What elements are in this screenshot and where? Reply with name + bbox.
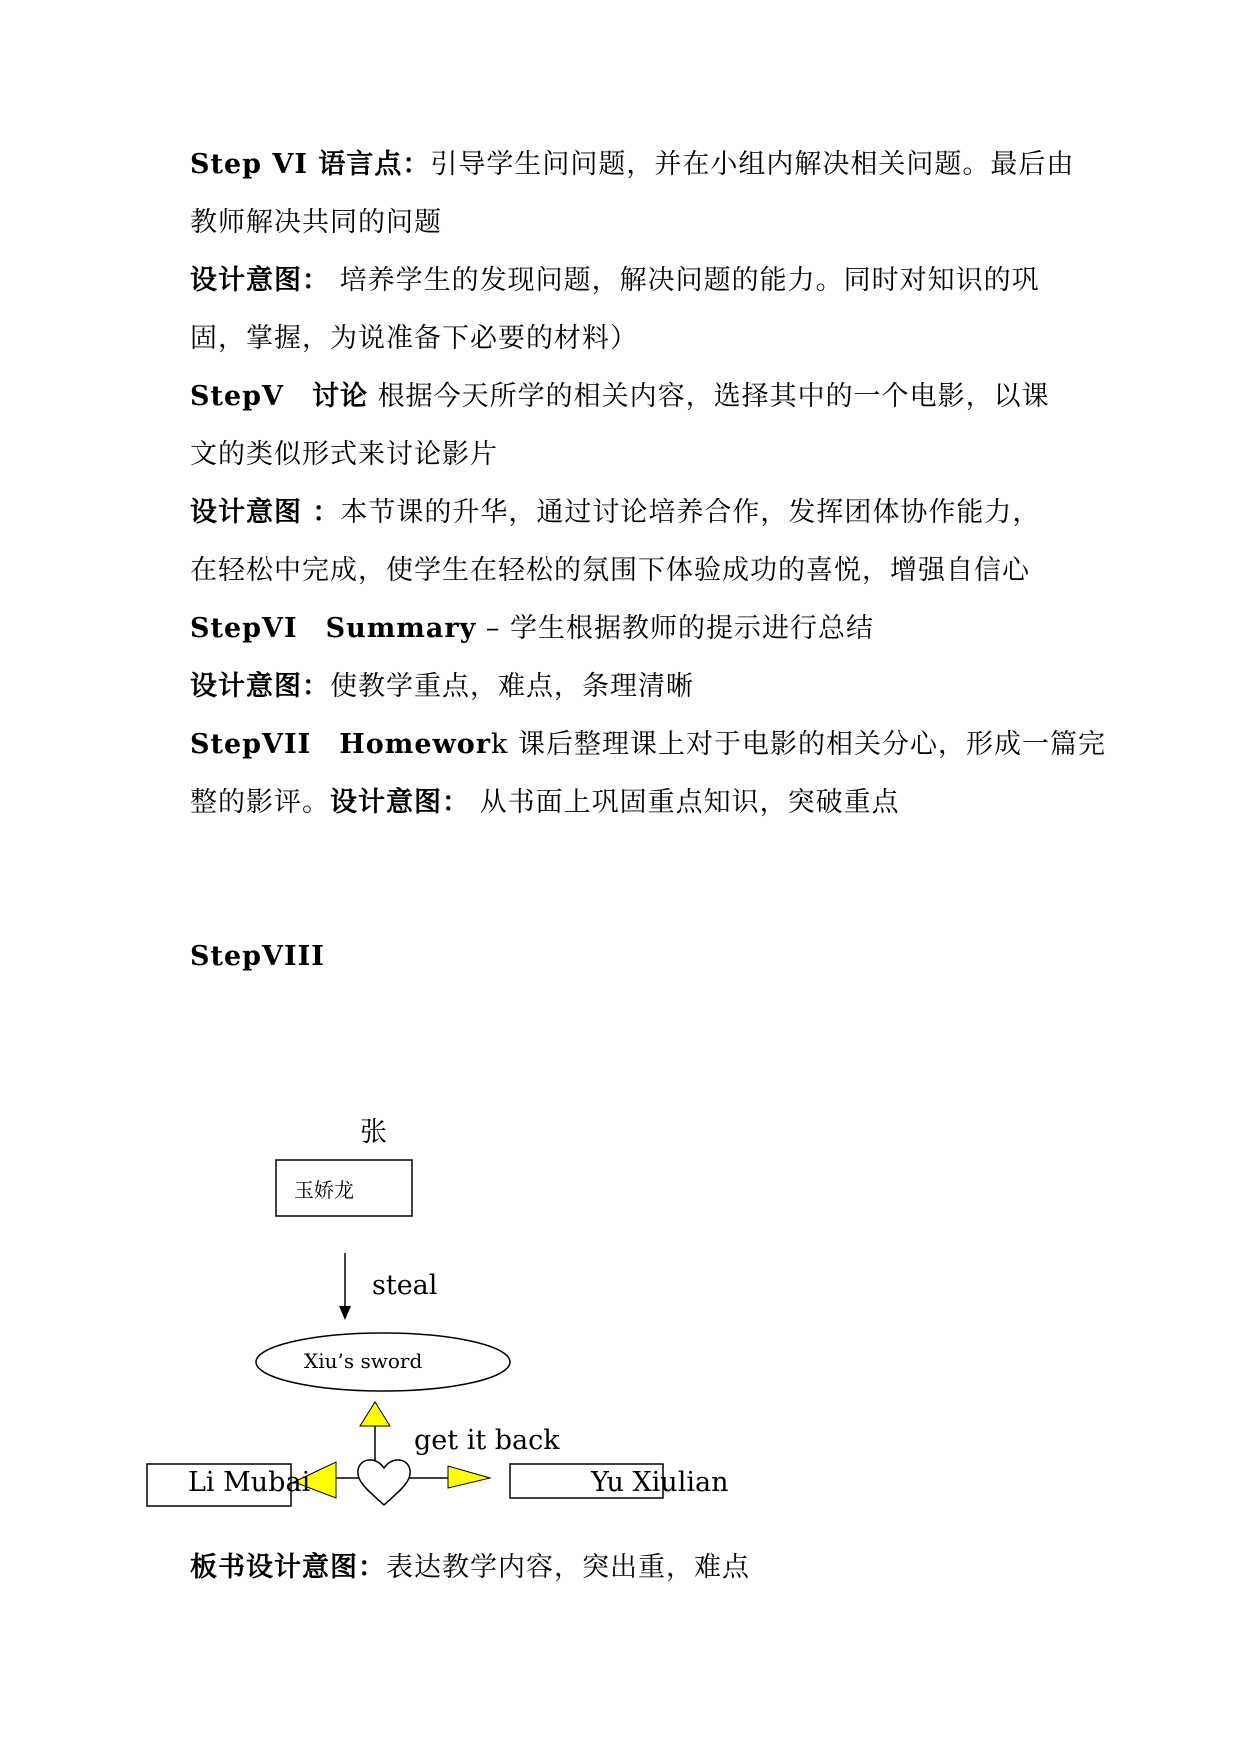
summary-heading: Summary [325, 613, 477, 644]
right-arrow-triangle [448, 1466, 490, 1488]
step6-text-cont: 教师解决共同的问题 [190, 207, 442, 238]
board-design-heading: 板书设计意图： [190, 1552, 386, 1583]
homework-text-cont: 整的影评。 [190, 787, 330, 818]
design-intent-2-cont: 在轻松中完成，使学生在轻松的氛围下体验成功的喜悦，增强自信心 [190, 555, 1030, 586]
heart-icon [358, 1460, 410, 1505]
left-box-label: Li Mubai [188, 1467, 311, 1498]
design-intent-2-text: 本节课的升华，通过讨论培养合作，发挥团体协作能力， [340, 497, 1041, 528]
design-intent-3-text: 使教学重点，难点，条理清晰 [330, 671, 694, 702]
design-intent-1-heading: 设计意图： [190, 265, 330, 296]
summary-step-label: StepVI [190, 613, 298, 644]
steal-label: steal [372, 1270, 438, 1301]
design-intent-2-heading: 设计意图 ： [190, 497, 341, 528]
step5-label: StepV [190, 381, 284, 412]
step6-text: 引导学生问问题，并在小组内解决相关问题。最后由 [430, 149, 1075, 180]
get-it-back-label: get it back [414, 1425, 560, 1456]
board-design-text: 表达教学内容，突出重，难点 [386, 1552, 750, 1583]
homework-step-label: StepVII [190, 729, 312, 760]
step6-heading: Step VI 语言点： [190, 149, 431, 180]
step5-text-cont: 文的类似形式来讨论影片 [190, 439, 498, 470]
design-intent-1-text: 培养学生的发现问题，解决问题的能力。同时对知识的巩 [330, 265, 1040, 296]
step8-heading: StepVIII [190, 941, 325, 972]
step5-text: 根据今天所学的相关内容，选择其中的一个电影，以课 [367, 381, 1050, 412]
design-intent-4-text: 从书面上巩固重点知识，突破重点 [470, 787, 900, 818]
footer-line [190, 1548, 1090, 1588]
step5-heading: 讨论 [311, 381, 368, 412]
design-intent-1-cont: 固，掌握，为说准备下必要的材料） [190, 323, 638, 354]
top-box-label: 玉娇龙 [294, 1178, 354, 1202]
right-box-label: Yu Xiulian [591, 1467, 729, 1498]
up-arrow-triangle [360, 1402, 390, 1426]
diagram-top-label: 张 [360, 1117, 387, 1148]
steal-arrow-head [339, 1306, 351, 1320]
summary-text: – 学生根据教师的提示进行总结 [476, 613, 874, 644]
ellipse-label: Xiu’s sword [304, 1349, 423, 1373]
design-intent-4-heading: 设计意图： [330, 787, 470, 818]
design-intent-3-heading: 设计意图： [190, 671, 330, 702]
homework-text: k 课后整理课上对于电影的相关分心，形成一篇完 [491, 729, 1106, 760]
homework-heading: Homewor [339, 729, 491, 760]
